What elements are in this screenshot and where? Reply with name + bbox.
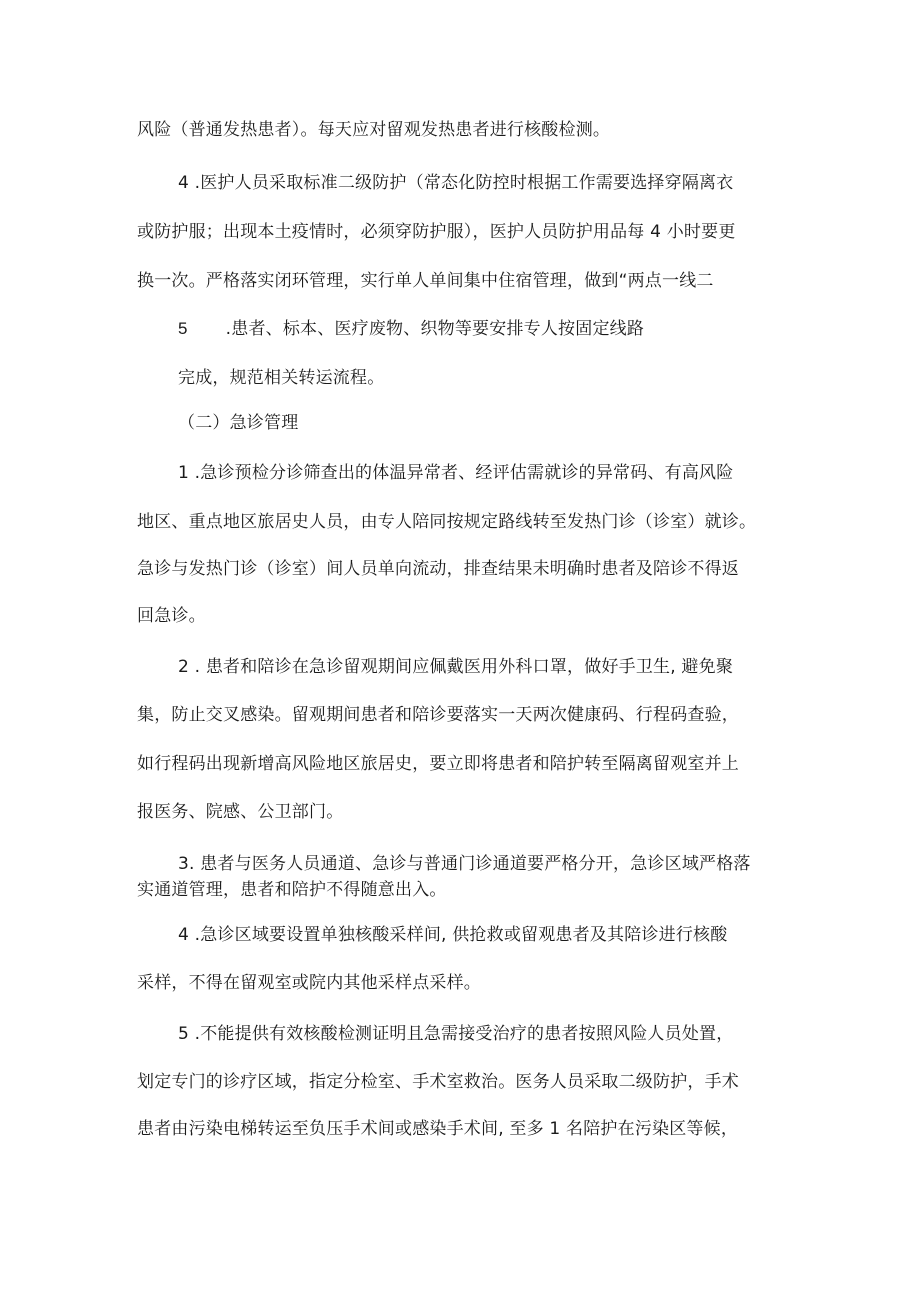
- line-text: 地区、重点地区旅居史人员，由专人陪同按规定路线转至发热门诊（诊室）就诊。: [137, 512, 757, 532]
- paragraph-line: [137, 879, 447, 901]
- line-text: 风险（普通发热患者）。每天应对留观发热患者进行核酸检测。: [137, 120, 611, 140]
- paragraph-line: [137, 704, 739, 726]
- line-text: 5 .不能提供有效核酸检测证明且急需接受治疗的患者按照风险人员处置，: [178, 1024, 734, 1044]
- line-text: 如行程码出现新增高风险地区旅居史，要立即将患者和陪护转至隔离留观室并上: [137, 754, 739, 774]
- line-text: 或防护服；出现本土疫情时，必须穿防护服），医护人员防护用品每 4 小时要更: [137, 222, 736, 242]
- paragraph-line: [137, 605, 206, 627]
- paragraph-line: [178, 853, 751, 875]
- item-number: 5: [178, 319, 188, 338]
- paragraph-line: [137, 753, 739, 775]
- line-text: 完成，规范相关转运流程。: [178, 368, 385, 388]
- paragraph-line: [137, 270, 714, 292]
- section-heading: [178, 412, 298, 434]
- paragraph-line: [178, 924, 727, 946]
- paragraph-line: [178, 656, 733, 678]
- line-text: 集，防止交叉感染。留观期间患者和陪诊要落实一天两次健康码、行程码查验，: [137, 705, 739, 725]
- line-text: 划定专门的诊疗区域，指定分检室、手术室救治。医务人员采取二级防护，手术: [137, 1072, 739, 1092]
- line-text: 4 .急诊区域要设置单独核酸采样间, 供抢救或留观患者及其陪诊进行核酸: [178, 925, 728, 945]
- paragraph-line: [137, 221, 736, 243]
- line-text: .患者、标本、医疗废物、织物等要安排专人按固定线路: [225, 319, 645, 339]
- heading-text: （二）急诊管理: [178, 413, 299, 433]
- paragraph-line: [178, 318, 644, 340]
- paragraph-line: [178, 462, 733, 484]
- paragraph-line: [137, 972, 481, 994]
- paragraph-line: [137, 1071, 739, 1093]
- line-text: 实通道管理，患者和陪护不得随意出入。: [137, 880, 447, 900]
- paragraph-line: [137, 511, 756, 533]
- line-text: 2 . 患者和陪诊在急诊留观期间应佩戴医用外科口罩，做好手卫生, 避免聚: [178, 657, 734, 677]
- line-text: 1 .急诊预检分诊筛查出的体温异常者、经评估需就诊的异常码、有高风险: [178, 463, 734, 483]
- paragraph-line: [137, 1118, 738, 1140]
- line-text: 换一次。严格落实闭环管理，实行单人单间集中住宿管理，做到“两点一线二: [137, 271, 714, 291]
- line-text: 报医务、院感、公卫部门。: [137, 802, 344, 822]
- line-text: 回急诊。: [137, 606, 206, 626]
- line-text: 急诊与发热门诊（诊室）间人员单向流动，排查结果未明确时患者及陪诊不得返: [137, 559, 739, 579]
- paragraph-line: [178, 1023, 733, 1045]
- line-text: 患者由污染电梯转运至负压手术间或感染手术间, 至多 1 名陪护在污染区等候，: [137, 1119, 739, 1139]
- paragraph-line: [178, 172, 733, 194]
- paragraph-line: [137, 558, 739, 580]
- line-text: 4 .医护人员采取标准二级防护（常态化防控时根据工作需要选择穿隔离衣: [178, 173, 734, 193]
- paragraph-line: [137, 119, 610, 141]
- paragraph-line: [178, 367, 384, 389]
- line-text: 采样，不得在留观室或院内其他采样点采样。: [137, 973, 481, 993]
- line-text: 3. 患者与医务人员通道、急诊与普通门诊通道要严格分开，急诊区域严格落: [178, 854, 751, 874]
- paragraph-line: [137, 801, 343, 823]
